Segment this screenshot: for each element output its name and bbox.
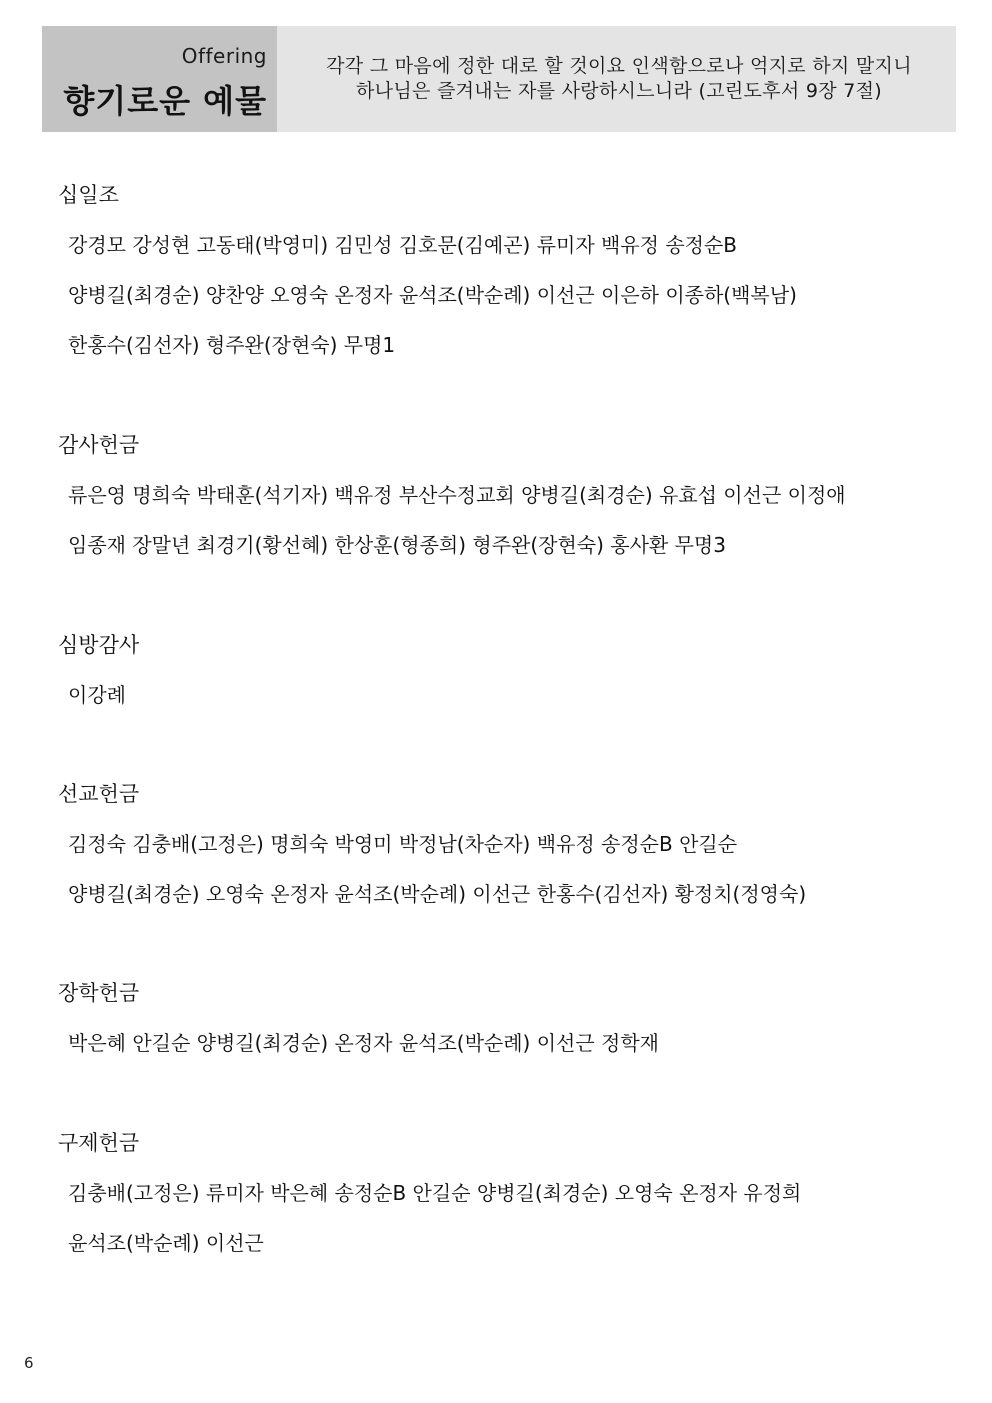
verse-line-2: 하나님은 즐겨내는 자를 사랑하시느니라 (고린도후서 9장 7절) xyxy=(356,80,882,102)
name-list-line: 류은영 명희숙 박태훈(석기자) 백유정 부산수정교회 양병길(최경순) 유효섭 이선근 이정애 xyxy=(68,483,846,507)
section-title: 십일조 xyxy=(58,183,119,207)
name-list-line: 임종재 장말년 최경기(황선혜) 한상훈(형종희) 형주완(장현숙) 홍사환 무명3 xyxy=(68,533,726,557)
name-list-line: 김충배(고정은) 류미자 박은혜 송정순B 안길순 양병길(최경순) 오영숙 온정자 유정희 xyxy=(68,1181,802,1205)
offering-header xyxy=(42,26,956,132)
name-list-line: 윤석조(박순례) 이선근 xyxy=(68,1231,264,1255)
section-scholarship xyxy=(58,978,659,1058)
name-list-line: 김정숙 김충배(고정은) 명희숙 박영미 박정남(차순자) 백유정 송정순B 안길순 xyxy=(68,832,738,856)
section-title: 선교헌금 xyxy=(58,782,140,806)
name-list-line: 박은혜 안길순 양병길(최경순) 온정자 윤석조(박순례) 이선근 정학재 xyxy=(68,1031,659,1055)
name-list-line: 강경모 강성현 고동태(박영미) 김민성 김호문(김예곤) 류미자 백유정 송정순B xyxy=(68,233,738,257)
header-title-block xyxy=(42,26,277,132)
page-number: 6 xyxy=(24,1354,34,1372)
section-thanksgiving xyxy=(58,430,846,560)
section-title: 감사헌금 xyxy=(58,433,140,457)
name-list-line: 이강례 xyxy=(68,683,126,707)
section-relief xyxy=(58,1128,801,1258)
name-list-line: 한홍수(김선자) 형주완(장현숙) 무명1 xyxy=(68,333,396,357)
header-subtitle-english: Offering xyxy=(181,44,267,68)
section-title: 구제헌금 xyxy=(58,1131,140,1155)
section-mission xyxy=(58,779,806,909)
name-list-line: 양병길(최경순) 오영숙 온정자 윤석조(박순례) 이선근 한홍수(김선자) 황정치(정영숙) xyxy=(68,882,807,906)
section-visitation-thanks xyxy=(58,630,139,710)
verse-line-1: 각각 그 마음에 정한 대로 할 것이요 인색함으로나 억지로 하지 말지니 xyxy=(326,55,912,77)
section-title: 장학헌금 xyxy=(58,981,140,1005)
section-title: 심방감사 xyxy=(58,633,140,657)
header-title-korean: 향기로운 예물 xyxy=(63,82,267,120)
name-list-line: 양병길(최경순) 양찬양 오영숙 온정자 윤석조(박순례) 이선근 이은하 이종하(백복남) xyxy=(68,283,797,307)
section-tithe xyxy=(58,180,797,360)
bible-verse xyxy=(289,54,949,104)
